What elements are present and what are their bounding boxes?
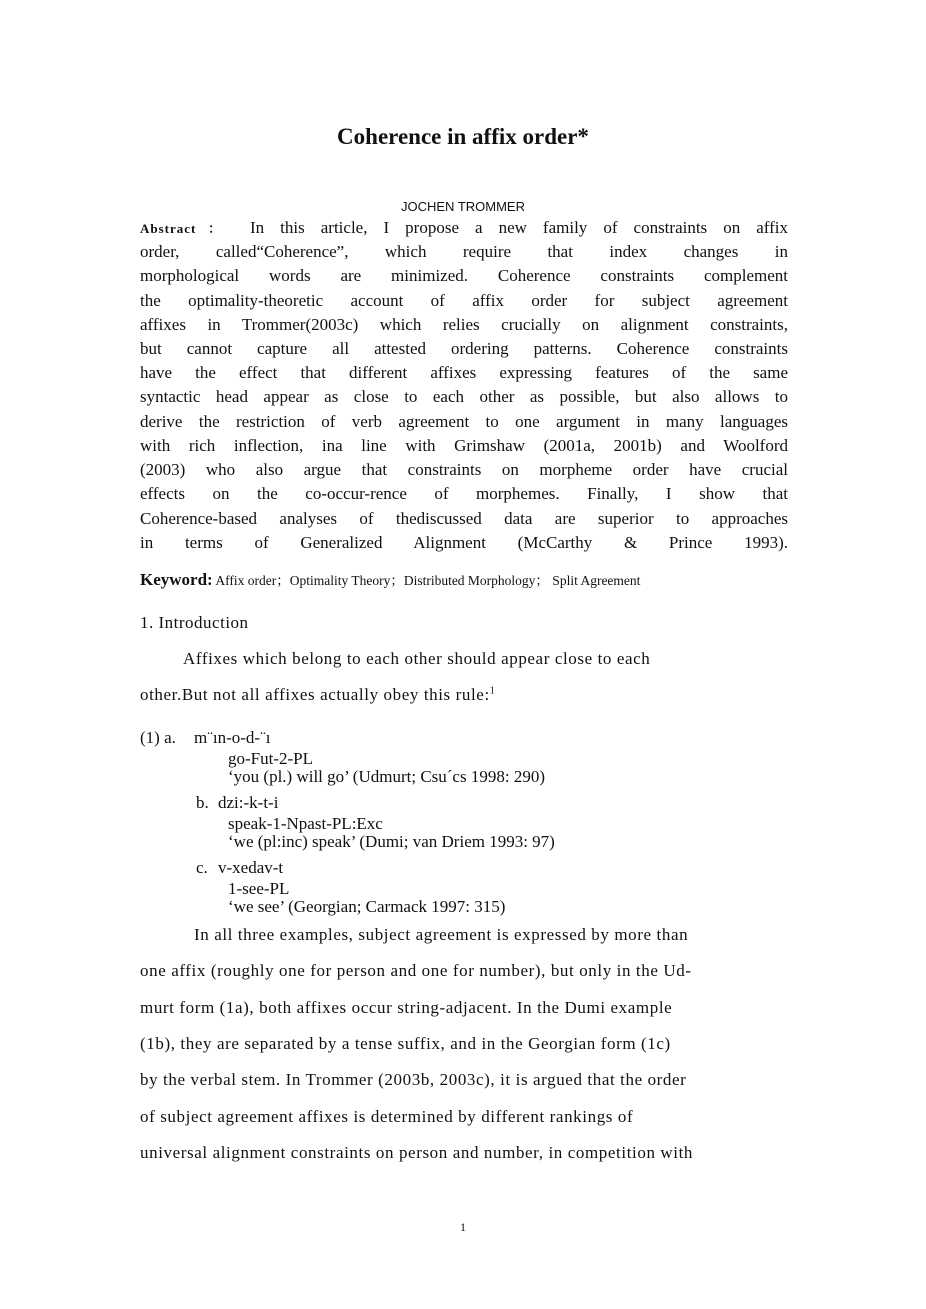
body-line: one affix (roughly one for person and one for number), but only in the Ud- [140,961,692,980]
example-gloss: speak-1-Npast-PL:Exc [228,814,383,833]
footnote-marker[interactable]: 1 [489,685,496,697]
abstract-line: order, called“Coherence”, which require that index changes in [140,242,788,261]
example-form: dzi:-k-t-i [218,793,279,812]
abstract-line: have the effect that different affixes expressing features of the same [140,363,788,382]
abstract-line: with rich inflection, ina line with Grimshaw (2001a, 2001b) and Woolford [140,436,788,455]
example-label: (1) a. [140,728,176,747]
section-heading: 1. Introduction [140,613,249,632]
intro-line: Affixes which belong to each other should appear close to each [183,649,651,668]
abstract-line: morphological words are minimized. Coherence constraints complement [140,266,788,285]
example-translation: ‘we see’ (Georgian; Carmack 1997: 315) [228,897,506,916]
abstract-line: effects on the co-occur-rence of morphemes. Finally, I show that [140,484,788,503]
intro-line: other.But not all affixes actually obey this rule:$^1$ [140,685,496,704]
body-line: (1b), they are separated by a tense suffix, and in the Georgian form (1c) [140,1034,671,1053]
example-label: b. [196,793,209,812]
example-translation: ‘you (pl.) will go’ (Udmurt; Csu´cs 1998: 290) [228,767,545,786]
body-line: by the verbal stem. In Trommer (2003b, 2003c), it is argued that the order [140,1070,687,1089]
example-form: m¨ın-o-d-¨ı [194,728,271,747]
body-line: universal alignment constraints on person and number, in competition with [140,1143,694,1162]
abstract-line: (2003) who also argue that constraints on morpheme order have crucial [140,460,788,479]
example-label: c. [196,858,208,877]
abstract-line: in terms of Generalized Alignment (McCarthy & Prince 1993). [140,533,788,552]
example-gloss: 1-see-PL [228,879,290,898]
abstract-line: but cannot capture all attested ordering patterns. Coherence constraints [140,339,788,358]
author: JOCHEN TROMMER [401,199,525,214]
keyword-label: Keyword: [140,570,213,589]
body-line: In all three examples, subject agreement is expressed by more than [194,925,689,944]
abstract-line: syntactic head appear as close to each other as possible, but also allows to [140,387,788,406]
abstract-line: Abstract： In this article, I propose a new family of constraints on affix [140,218,789,237]
body-line: of subject agreement affixes is determined by different rankings of [140,1107,634,1126]
abstract-line: derive the restriction of verb agreement to one argument in many languages [140,412,788,431]
page-number: 1 [460,1220,466,1234]
paper-title: Coherence in affix order* [337,124,589,149]
abstract-line: the optimality-theoretic account of affix order for subject agreement [140,291,788,310]
keywords: Keyword: Affix order；Optimality Theory；Distributed Morphology； Split Agreement [140,570,641,589]
body-line: murt form (1a), both affixes occur string-adjacent. In the Dumi example [140,998,673,1017]
example-form: v-xedav-t [218,858,284,877]
abstract-line: Coherence-based analyses of thediscussed data are superior to approaches [140,509,788,528]
example-gloss: go-Fut-2-PL [228,749,313,768]
example-translation: ‘we (pl:inc) speak’ (Dumi; van Driem 1993: 97) [228,832,555,851]
abstract-line: affixes in Trommer(2003c) which relies crucially on alignment constraints, [140,315,788,334]
abstract-label: Abstract： [140,221,234,236]
